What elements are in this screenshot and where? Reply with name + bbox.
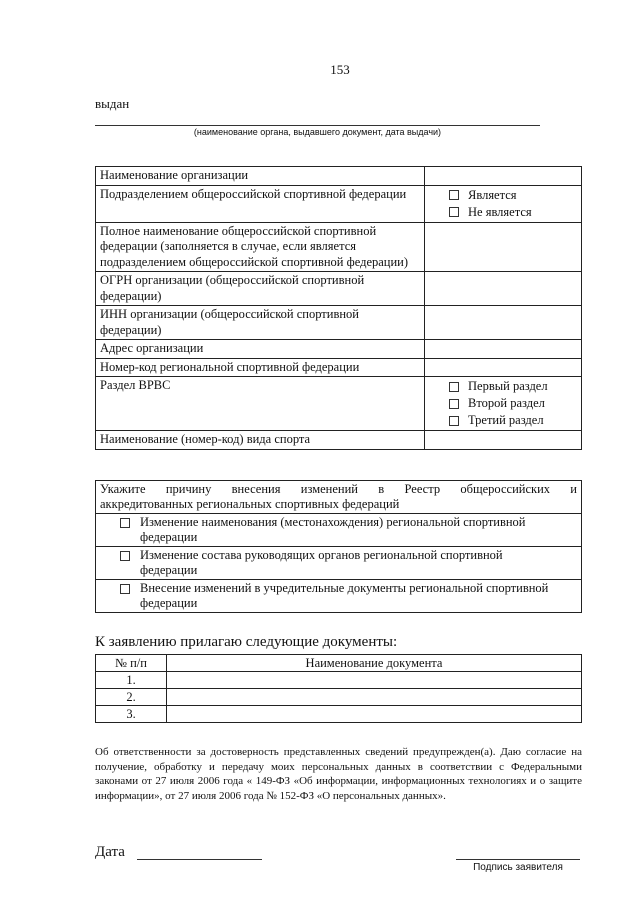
address-value[interactable] xyxy=(425,340,582,359)
full-name-value[interactable] xyxy=(425,222,582,272)
col-name-header: Наименование документа xyxy=(167,655,582,672)
consent-text: Об ответственности за достоверность представленных сведений предупрежден(а). Даю согласие на получение, обработку и передачу моих персональных данных в соответствии с Федеральными законами от 27 июля 2006 года « 149-ФЗ «Об информации, информационных технологиях и о защите информации», от 27 июля 2006 года № 152-ФЗ «О персональных данных». xyxy=(95,746,582,802)
inn-label: ИНН организации (общероссийской спортивной федерации) xyxy=(96,306,425,340)
attachments-title: К заявлению прилагаю следующие документы: xyxy=(95,634,398,650)
org-name-label: Наименование организации xyxy=(96,167,425,186)
reason-table xyxy=(95,480,582,613)
org-name-value[interactable] xyxy=(425,167,582,186)
option-first-section[interactable]: Первый раздел xyxy=(449,378,577,395)
regcode-label: Номер-код региональной спортивной федерации xyxy=(96,358,425,377)
row-number: 3. xyxy=(96,706,167,723)
document-name-cell[interactable] xyxy=(167,706,582,723)
reason-text: Изменение наименования (местонахождения) региональной спортивной федерации xyxy=(140,515,526,544)
option-is-not[interactable]: Не является xyxy=(449,204,577,221)
option-is[interactable]: Является xyxy=(449,187,577,204)
reason-header-line1: Укажите причину внесения изменений в Реестр общероссийских и xyxy=(100,482,577,496)
issued-caption: (наименование органа, выдавшего документ, дата выдачи) xyxy=(193,127,442,137)
checkbox[interactable] xyxy=(120,551,130,561)
attachments-table xyxy=(95,654,582,723)
sport-label: Наименование (номер-код) вида спорта xyxy=(96,431,425,450)
sport-value[interactable] xyxy=(425,431,582,450)
subdivision-options xyxy=(425,185,582,222)
reason-header xyxy=(96,481,582,514)
signature-caption: Подпись заявителя xyxy=(473,862,563,873)
checkbox[interactable] xyxy=(449,416,459,426)
issued-label: выдан xyxy=(95,96,130,111)
full-name-label: Полное наименование общероссийской спортивной федерации (заполняется в случае, если является подразделением общероссийской спортивной федерации) xyxy=(96,222,425,272)
row-number: 1. xyxy=(96,672,167,689)
issued-line[interactable] xyxy=(95,125,540,126)
date-field-line[interactable] xyxy=(137,859,262,860)
reason-header-line2: аккредитованных региональных спортивных федераций xyxy=(100,497,400,511)
option-third-section[interactable]: Третий раздел xyxy=(449,412,577,429)
checkbox[interactable] xyxy=(449,399,459,409)
row-number: 2. xyxy=(96,689,167,706)
reason-text: Изменение состава руководящих органов региональной спортивной федерации xyxy=(140,548,503,577)
date-label: Дата xyxy=(95,844,125,860)
checkbox[interactable] xyxy=(449,382,459,392)
inn-value[interactable] xyxy=(425,306,582,340)
table-row xyxy=(96,689,582,706)
checkbox[interactable] xyxy=(449,190,459,200)
reason-row[interactable] xyxy=(96,547,582,580)
vrvs-label: Раздел ВРВС xyxy=(96,377,425,431)
checkbox[interactable] xyxy=(449,207,459,217)
checkbox[interactable] xyxy=(120,584,130,594)
table-row xyxy=(96,672,582,689)
checkbox[interactable] xyxy=(120,518,130,528)
signature-field-line[interactable] xyxy=(456,859,580,860)
reason-text: Внесение изменений в учредительные документы региональной спортивной федерации xyxy=(140,581,549,610)
address-label: Адрес организации xyxy=(96,340,425,359)
regcode-value[interactable] xyxy=(425,358,582,377)
col-number-header: № п/п xyxy=(96,655,167,672)
vrvs-options xyxy=(425,377,582,431)
ogrn-label: ОГРН организации (общероссийской спортивной федерации) xyxy=(96,272,425,306)
organization-table xyxy=(95,166,582,450)
subdivision-label: Подразделением общероссийской спортивной федерации xyxy=(96,185,425,222)
option-second-section[interactable]: Второй раздел xyxy=(449,395,577,412)
ogrn-value[interactable] xyxy=(425,272,582,306)
document-name-cell[interactable] xyxy=(167,672,582,689)
document-name-cell[interactable] xyxy=(167,689,582,706)
reason-row[interactable] xyxy=(96,514,582,547)
table-row xyxy=(96,706,582,723)
reason-row[interactable] xyxy=(96,580,582,613)
page-number: 153 xyxy=(330,62,350,77)
